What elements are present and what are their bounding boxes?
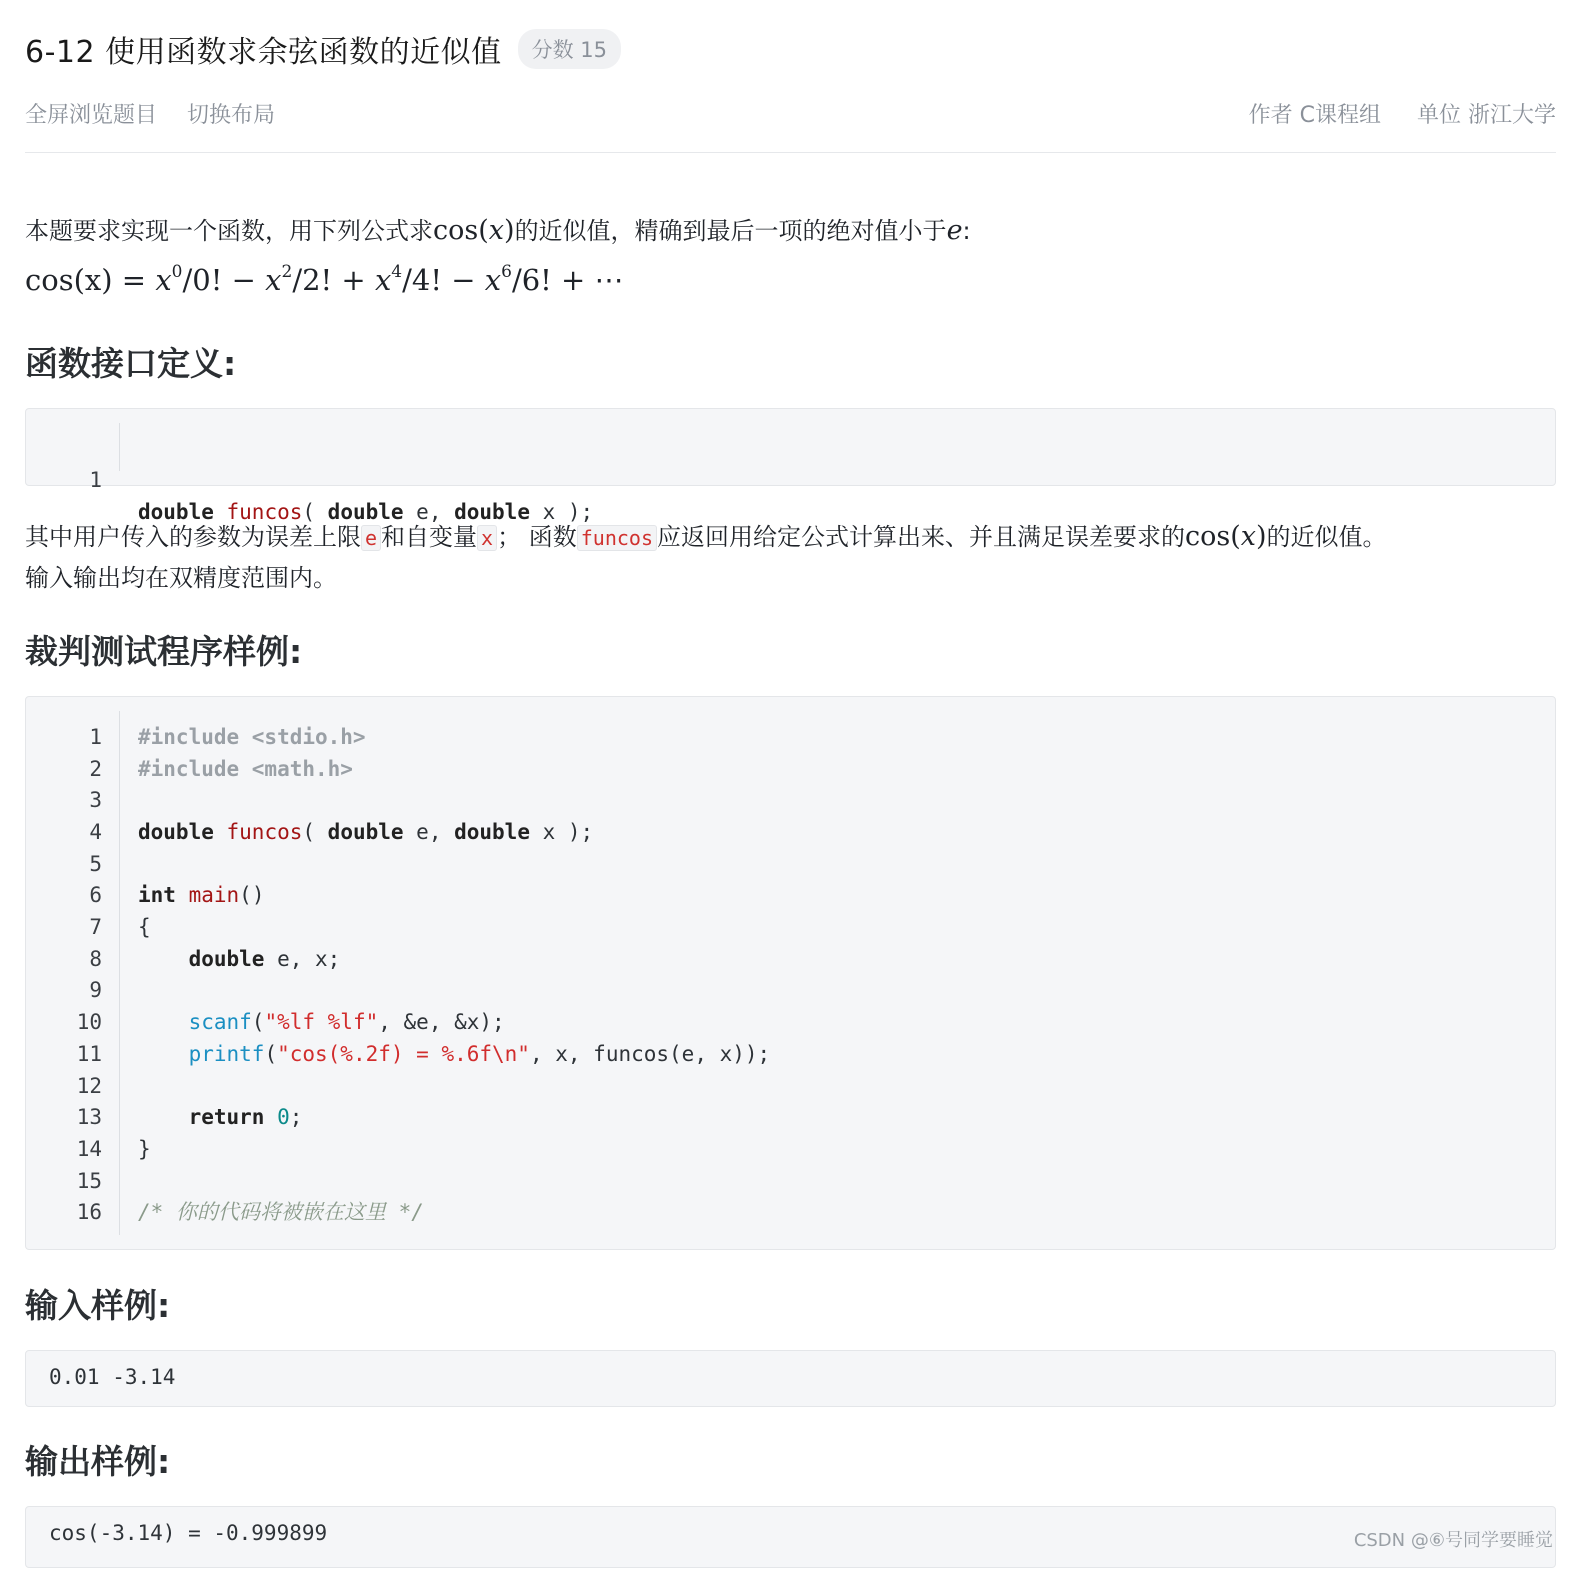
code-text: x );	[529, 500, 594, 524]
code-string: "cos(%.2f) = %.6f\n"	[277, 1042, 530, 1066]
code-line	[26, 911, 1555, 943]
formula-exp: 4	[391, 262, 403, 282]
code-keyword: double	[327, 500, 404, 524]
code-line	[26, 1101, 1555, 1133]
code-builtin: scanf	[188, 1010, 252, 1034]
code-preprocessor: #include <math.h>	[138, 757, 353, 781]
line-number: 9	[89, 978, 102, 1002]
code-keyword: double	[454, 820, 530, 844]
code-line	[26, 753, 1555, 785]
cos-arg: x	[488, 215, 505, 246]
code-line	[26, 1006, 1555, 1038]
code-function: funcos	[226, 820, 303, 844]
cos-expression: cos(x)	[433, 215, 515, 246]
line-number: 16	[76, 1200, 102, 1224]
interface-code-block	[25, 408, 1556, 524]
formula-op: /4! −	[402, 263, 485, 297]
code-text: x );	[529, 820, 594, 844]
code-line	[26, 1133, 1555, 1165]
code-function: funcos	[226, 500, 303, 524]
formula-op: /6! + ⋯	[511, 263, 624, 297]
title-row	[25, 28, 621, 70]
line-number: 10	[76, 1010, 102, 1034]
code-keyword: double	[454, 500, 530, 524]
formula-op: /0! −	[182, 263, 266, 297]
formula-exp: 6	[501, 262, 512, 282]
code-line	[26, 432, 1555, 524]
heading-judge: 裁判测试程序样例:	[25, 632, 303, 671]
code-line	[26, 721, 1555, 753]
heading-input-sample: 输入样例:	[25, 1286, 171, 1325]
code-line	[26, 848, 1555, 880]
cos-fn: cos	[433, 215, 479, 246]
line-number: 4	[89, 820, 102, 844]
formula-term: x	[155, 263, 172, 297]
code-line	[26, 1196, 1555, 1228]
inline-code-funcos: funcos	[577, 525, 657, 551]
output-sample-box	[25, 1506, 1556, 1568]
header-divider	[25, 152, 1556, 153]
fullscreen-link[interactable]: 全屏浏览题目	[25, 103, 158, 128]
formula-term: x	[265, 263, 282, 297]
code-text: e,	[403, 820, 455, 844]
explain-text: 的近似值。	[1266, 523, 1387, 551]
code-line	[26, 974, 1555, 1006]
unit-label: 单位 浙江大学	[1417, 103, 1556, 128]
explain-text: ； 函数	[497, 523, 577, 551]
code-text: , x, funcos(e, x));	[529, 1042, 771, 1066]
line-number: 8	[89, 947, 102, 971]
code-keyword: double	[327, 820, 404, 844]
code-keyword: double	[138, 820, 214, 844]
intro-e: e	[946, 215, 963, 246]
explain-text: 其中用户传入的参数为误差上限	[25, 523, 361, 551]
inline-code-e: e	[361, 525, 381, 551]
code-text: ()	[239, 883, 265, 907]
code-keyword: return	[188, 1105, 265, 1129]
code-function: main	[188, 883, 240, 907]
code-keyword: double	[188, 947, 265, 971]
heading-interface: 函数接口定义:	[25, 344, 237, 383]
line-number: 3	[89, 788, 102, 812]
code-line	[26, 1070, 1555, 1102]
line-number: 15	[76, 1169, 102, 1193]
code-text: {	[138, 915, 151, 939]
output-sample-text: cos(-3.14) = -0.999899	[49, 1521, 328, 1545]
line-number: 13	[76, 1105, 102, 1129]
description-intro	[25, 210, 971, 252]
code-text: e,	[403, 500, 455, 524]
author-label: 作者 C课程组	[1248, 103, 1381, 128]
cos-fn: cos	[1184, 521, 1231, 552]
line-number: 11	[76, 1042, 102, 1066]
score-badge: 分数 15	[518, 29, 621, 69]
formula-term: x	[374, 263, 392, 297]
code-line	[26, 1038, 1555, 1070]
line-number: 1	[89, 725, 102, 749]
line-number: 12	[76, 1074, 102, 1098]
input-sample-box	[25, 1350, 1556, 1407]
explanation-line-1	[25, 516, 1387, 559]
code-line	[26, 816, 1555, 848]
formula-term: x	[484, 263, 502, 297]
code-line	[26, 784, 1555, 816]
line-number: 5	[89, 852, 102, 876]
toolbar	[25, 98, 1556, 136]
line-number: 2	[89, 757, 102, 781]
cos-arg: x	[1240, 521, 1256, 552]
code-builtin: printf	[188, 1042, 265, 1066]
line-number: 7	[89, 915, 102, 939]
formula-exp: 0	[171, 262, 183, 282]
intro-colon: :	[962, 217, 971, 245]
code-text: ;	[289, 1105, 303, 1129]
inline-code-x: x	[477, 525, 497, 551]
code-text: e, x;	[264, 947, 341, 971]
intro-text-b: 的近似值，精确到最后一项的绝对值小于	[514, 217, 947, 245]
explanation-line-2: 输入输出均在双精度范围内。	[25, 564, 337, 592]
code-line	[26, 879, 1555, 911]
switch-layout-link[interactable]: 切换布局	[187, 103, 276, 128]
explain-text: 和自变量	[381, 523, 478, 551]
code-keyword: int	[138, 883, 176, 907]
code-text: (	[302, 500, 328, 524]
cosine-series-formula	[25, 262, 624, 297]
line-number: 14	[76, 1137, 102, 1161]
cos-expression: cos(x)	[1184, 521, 1267, 552]
line-number: 6	[89, 883, 102, 907]
formula-exp: 2	[281, 262, 293, 282]
code-comment: /* 你的代码将被嵌在这里 */	[138, 1200, 424, 1224]
code-preprocessor: #include <stdio.h>	[138, 725, 366, 749]
formula-op: /2! +	[292, 263, 375, 297]
code-line	[26, 943, 1555, 975]
code-number: 0	[277, 1105, 290, 1129]
intro-text-a: 本题要求实现一个函数，用下列公式求	[25, 217, 433, 245]
code-text: (	[302, 820, 328, 844]
judge-code-block	[25, 696, 1556, 1250]
input-sample-text: 0.01 -3.14	[49, 1365, 176, 1389]
line-number: 1	[89, 468, 102, 492]
explain-text: 应返回用给定公式计算出来、并且满足误差要求的	[656, 523, 1185, 551]
csdn-watermark: CSDN @⑥号同学要睡觉	[1353, 1530, 1553, 1551]
code-keyword: double	[138, 500, 214, 524]
heading-output-sample: 输出样例:	[25, 1442, 171, 1481]
code-line	[26, 1165, 1555, 1197]
problem-title: 6-12 使用函数求余弦函数的近似值	[25, 35, 502, 70]
code-string: "%lf %lf"	[264, 1010, 379, 1034]
code-text: }	[138, 1137, 151, 1161]
code-text: , &e, &x);	[378, 1010, 505, 1034]
code-text: (	[251, 1010, 265, 1034]
code-text: (	[264, 1042, 278, 1066]
formula-lhs: cos(x) =	[25, 263, 147, 297]
